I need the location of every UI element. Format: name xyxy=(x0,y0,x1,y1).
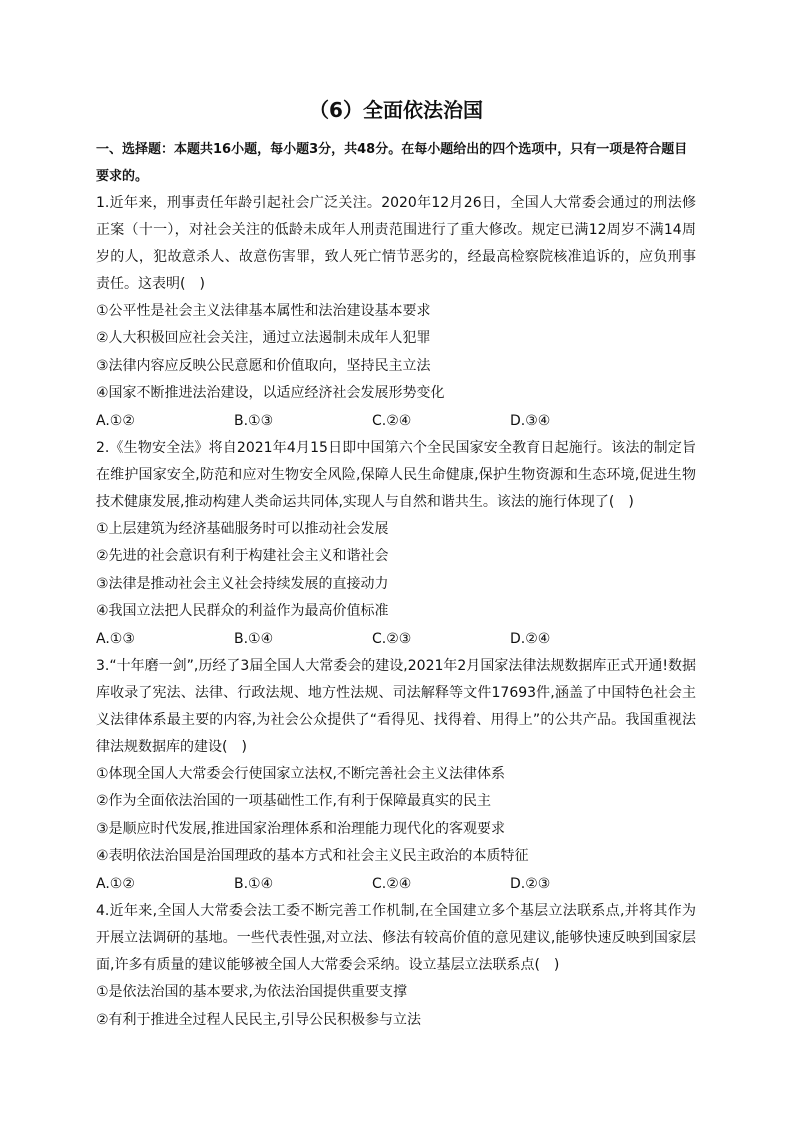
option-d: D.②③ xyxy=(510,875,551,892)
statement-item: ②人大积极回应社会关注，通过立法遏制未成年人犯罪 xyxy=(96,330,431,347)
answer-options xyxy=(96,626,696,653)
section-header: 一、选择题：本题共16小题，每小题3分，共48分。在每小题给出的四个选项中，只有一项是符合题目要求的。 xyxy=(96,142,688,184)
statement-item: ②先进的社会意识有利于构建社会主义和谐社会 xyxy=(96,548,389,565)
statement-item: ③法律是推动社会主义社会持续发展的直接动力 xyxy=(96,575,389,592)
page-title: （6）全面依法治国 xyxy=(309,98,483,122)
statement-item: ①上层建筑为经济基础服务时可以推动社会发展 xyxy=(96,521,389,538)
answer-options xyxy=(96,408,696,435)
question-stem: 2.《生物安全法》将自2021年4月15日即中国第六个全民国家安全教育日起施行。该法的制定旨在维护国家安全,防范和应对生物安全风险,保障人民生命健康,保护生物资源和生态环境,促进生物技术健康发展,推动构建人类命运共同体,实现人与自然和谐共生。该法的施行体现了( ) xyxy=(96,440,696,511)
question-3 xyxy=(96,653,696,898)
question-stem: 4.近年来,全国人大常委会法工委不断完善工作机制,在全国建立多个基层立法联系点,并将其作为开展立法调研的基地。一些代表性强,对立法、修法有较高价值的意见建议,能够快速反映到国家层面,许多有质量的建议能够被全国人大常委会采纳。设立基层立法联系点( ) xyxy=(96,903,696,974)
option-d: D.③④ xyxy=(510,412,551,429)
option-c: C.②④ xyxy=(372,875,412,892)
answer-options xyxy=(96,871,696,898)
option-a: A.①② xyxy=(96,412,135,429)
question-stem: 3.“十年磨一剑”,历经了3届全国人大常委会的建设,2021年2月国家法律法规数据库正式开通!数据库收录了宪法、法律、行政法规、地方性法规、司法解释等文件17693件,涵盖了中国特色社会主义法律体系最主要的内容,为社会公众提供了“看得见、找得着、用得上”的公共产品。我国重视法律法规数据库的建设( ) xyxy=(96,658,696,756)
statement-item: ③是顺应时代发展,推进国家治理体系和治理能力现代化的客观要求 xyxy=(96,820,505,837)
option-a: A.①② xyxy=(96,875,135,892)
question-2 xyxy=(96,435,696,653)
statement-item: ①是依法治国的基本要求,为依法治国提供重要支撑 xyxy=(96,984,407,1001)
statement-item: ④我国立法把人民群众的利益作为最高价值标准 xyxy=(96,603,389,620)
option-c: C.②③ xyxy=(372,630,412,647)
question-stem: 1.近年来，刑事责任年龄引起社会广泛关注。2020年12月26日，全国人大常委会通过的刑法修正案（十一），对社会关注的低龄未成年人刑责范围进行了重大修改。规定已满12周岁不满14周岁的人，犯故意杀人、故意伤害罪，致人死亡情节恶劣的，经最高检察院核准追诉的，应负刑事责任。这表明( ) xyxy=(96,195,696,292)
option-d: D.②④ xyxy=(510,630,551,647)
statement-item: ③法律内容应反映公民意愿和价值取向，坚持民主立法 xyxy=(96,357,431,374)
statement-item: ①公平性是社会主义法律基本属性和法治建设基本要求 xyxy=(96,303,431,319)
question-1 xyxy=(96,190,696,435)
statement-item: ④国家不断推进法治建设，以适应经济社会发展形势变化 xyxy=(96,385,445,402)
option-a: A.①③ xyxy=(96,630,135,647)
option-c: C.②④ xyxy=(372,412,412,429)
statement-item: ②有利于推进全过程人民民主,引导公民积极参与立法 xyxy=(96,1011,421,1028)
option-b: B.①④ xyxy=(234,875,274,892)
statement-item: ②作为全面依法治国的一项基础性工作,有利于保障最真实的民主 xyxy=(96,793,491,810)
option-b: B.①③ xyxy=(234,412,274,429)
document-page xyxy=(96,96,696,1034)
statement-item: ①体现全国人大常委会行使国家立法权,不断完善社会主义法律体系 xyxy=(96,766,505,783)
statement-item: ④表明依法治国是治国理政的基本方式和社会主义民主政治的本质特征 xyxy=(96,848,529,865)
question-4 xyxy=(96,898,696,1034)
option-b: B.①④ xyxy=(234,630,274,647)
